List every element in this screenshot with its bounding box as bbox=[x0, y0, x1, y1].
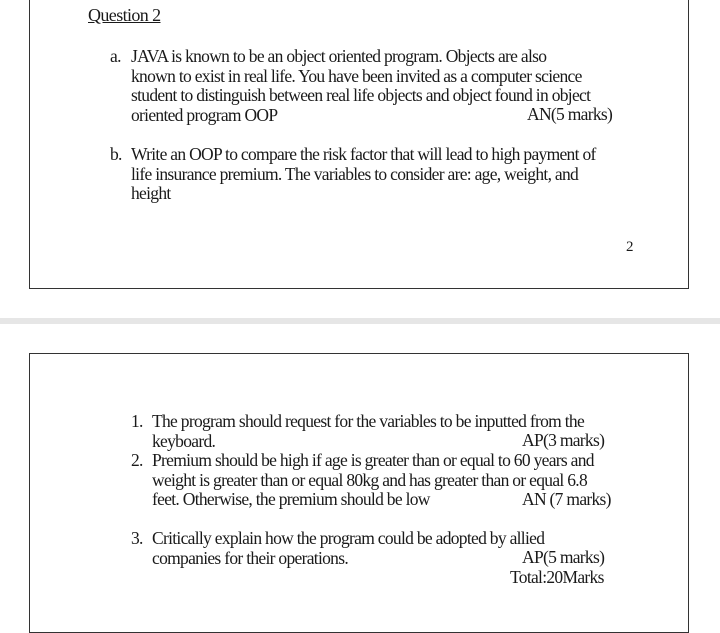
item-text bbox=[152, 529, 544, 568]
text-line: feet. Otherwise, the premium should be low bbox=[152, 489, 430, 509]
requirement-item-1 bbox=[131, 412, 671, 454]
item-marker: 3. bbox=[131, 528, 143, 548]
document-page-2 bbox=[29, 353, 689, 633]
text-line: companies for their operations. bbox=[152, 547, 349, 568]
text-line: oriented program OOP bbox=[131, 104, 278, 125]
question-item-a bbox=[110, 47, 670, 127]
text-line: keyboard. bbox=[152, 430, 216, 451]
page-number: 2 bbox=[626, 239, 634, 255]
item-text bbox=[152, 412, 584, 451]
item-marker: 2. bbox=[131, 450, 143, 470]
text-line: life insurance premium. The variables to consider are: age, weight, and bbox=[131, 163, 579, 184]
item-marker: 1. bbox=[131, 411, 143, 431]
page-separator bbox=[0, 318, 720, 324]
text-line: Write an OOP to compare the risk factor that will lead to high payment of bbox=[131, 144, 596, 164]
item-text bbox=[131, 145, 596, 204]
total-marks: Total:20Marks bbox=[510, 567, 604, 587]
marks-label: AP(3 marks) bbox=[522, 430, 605, 450]
text-line: Premium should be high if age is greater than or equal to 60 years and bbox=[152, 450, 594, 470]
item-marker: b. bbox=[110, 144, 122, 164]
text-line: height bbox=[131, 183, 171, 203]
marks-label: AP(5 marks) bbox=[522, 547, 605, 567]
text-line: The program should request for the variables to be inputted from the bbox=[152, 411, 585, 431]
question-item-b bbox=[110, 145, 670, 207]
text-line: weight is greater than or equal 80kg and has greater than or equal 6.8 bbox=[152, 469, 587, 490]
item-text bbox=[131, 47, 590, 125]
question-title: Question 2 bbox=[88, 5, 161, 25]
text-line: JAVA is known to be an object oriented program. Objects are also bbox=[131, 46, 547, 66]
requirement-item-3 bbox=[131, 529, 671, 591]
requirement-item-2 bbox=[131, 451, 671, 513]
text-line: Critically explain how the program could be adopted by allied bbox=[152, 528, 545, 548]
text-line: student to distinguish between real life objects and object found in object bbox=[131, 85, 591, 105]
document-page-1 bbox=[29, 0, 689, 289]
text-line: known to exist in real life. You have been invited as a computer science bbox=[131, 65, 582, 86]
item-marker: a. bbox=[110, 46, 121, 66]
marks-label: AN (7 marks) bbox=[522, 489, 611, 509]
marks-label: AN(5 marks) bbox=[527, 104, 613, 124]
